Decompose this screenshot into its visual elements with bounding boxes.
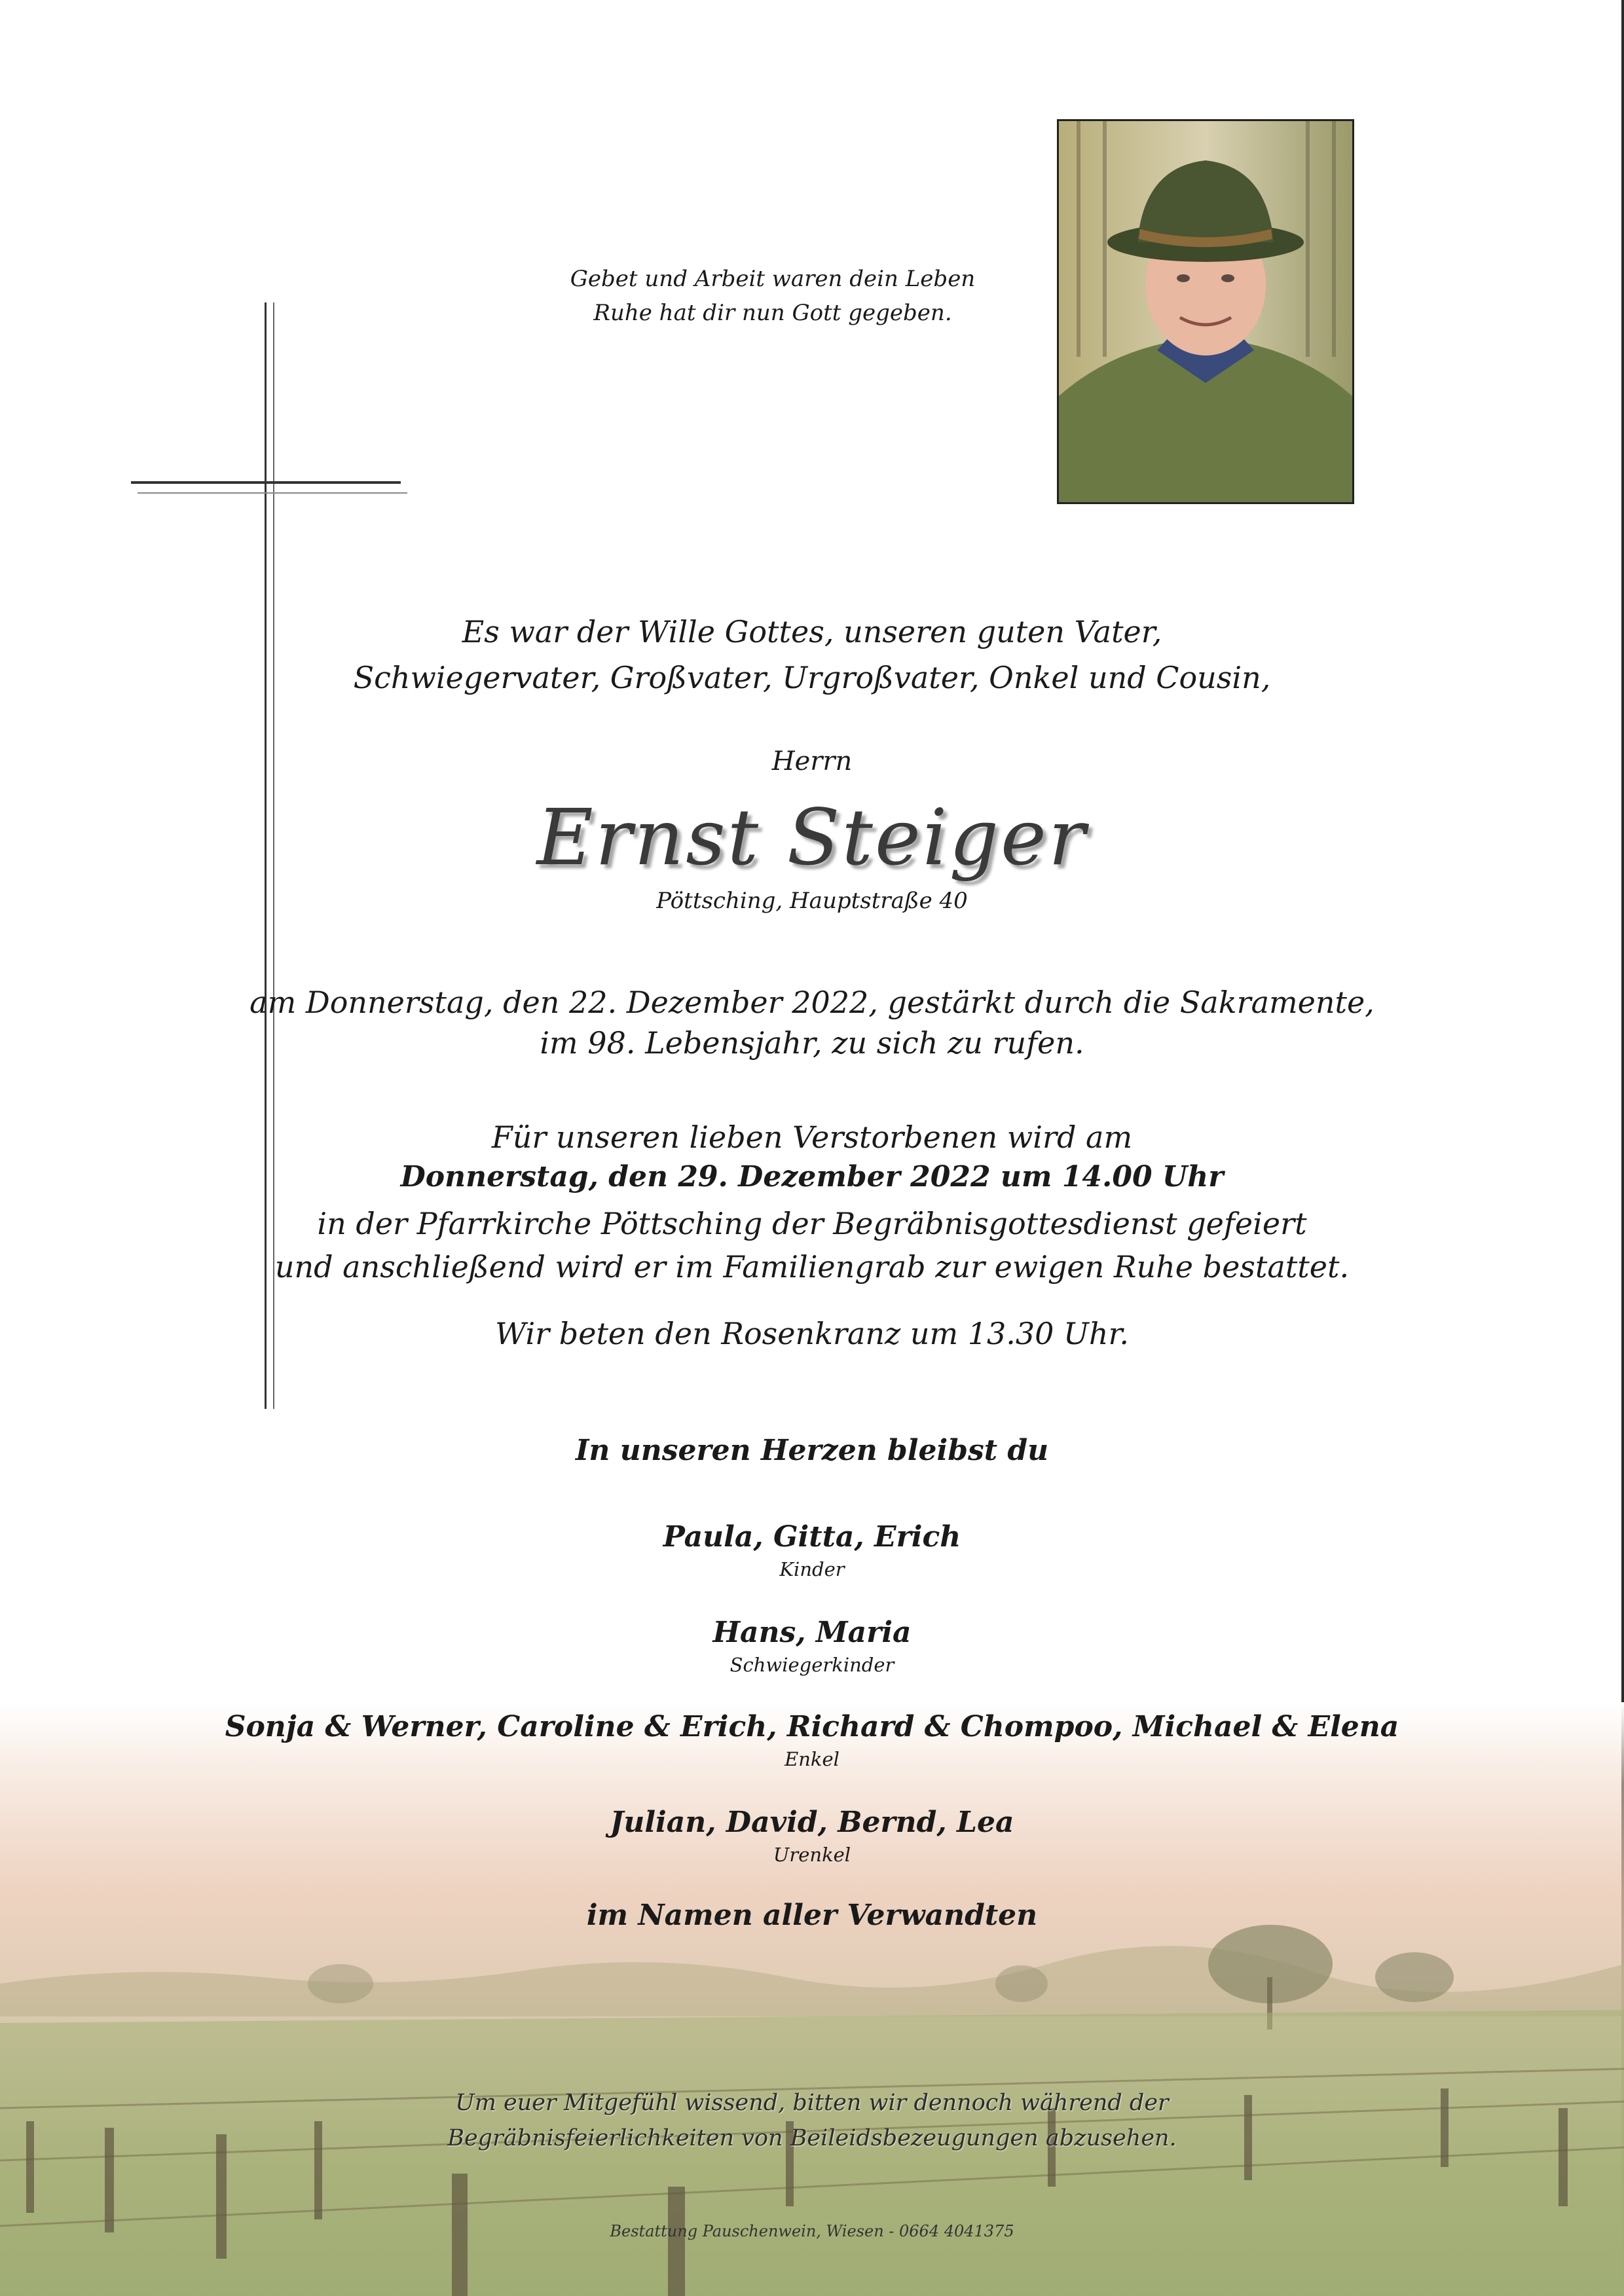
mourner-role: Urenkel [773,1844,851,1866]
funeral-home-footer: Bestattung Pauschenwein, Wiesen - 0664 4041375 [610,2222,1014,2240]
vineyard-background [0,1702,1624,2296]
motto-line: Gebet und Arbeit waren dein Leben [570,266,976,292]
mourner-names: Hans, Maria [712,1616,912,1649]
cross-horizontal-shadow [138,492,407,494]
death-line: im 98. Lebensjahr, zu sich zu rufen. [540,1025,1084,1061]
deceased-address: Pöttsching, Hauptstraße 40 [656,888,968,914]
funeral-line: in der Pfarrkirche Pöttsching der Begräbnisgottesdienst gefeiert [317,1206,1307,1241]
motto [445,262,1100,330]
funeral-intro: Für unseren lieben Verstorbenen wird am [491,1120,1133,1155]
intro-line: Schwiegervater, Großvater, Urgroßvater, Onkel und Cousin, [353,660,1271,695]
mourner-role: Kinder [779,1558,845,1580]
portrait-photo [1057,119,1354,504]
funeral-date: Donnerstag, den 29. Dezember 2022 um 14.00 Uhr [400,1160,1224,1194]
closing-line: im Namen aller Verwandten [586,1899,1038,1932]
mourner-role: Enkel [784,1748,840,1770]
mourner-role: Schwiegerkinder [729,1654,895,1676]
intro-line: Es war der Wille Gottes, unseren guten Vater, [462,614,1162,649]
hearts-heading: In unseren Herzen bleibst du [575,1434,1049,1467]
funeral-details [0,1202,1624,1288]
funeral-line: und anschließend wird er im Familiengrab zur ewigen Ruhe bestattet. [274,1249,1350,1285]
notice-line: Um euer Mitgefühl wissend, bitten wir dennoch während der [455,2090,1169,2116]
death-announcement [0,982,1624,1063]
salutation: Herrn [771,746,853,776]
death-line: am Donnerstag, den 22. Dezember 2022, gestärkt durch die Sakramente, [249,985,1375,1020]
mourner-names: Julian, David, Bernd, Lea [610,1806,1014,1839]
mourner-names: Sonja & Werner, Caroline & Erich, Richard & Chompoo, Michael & Elena [225,1710,1399,1743]
motto-line: Ruhe hat dir nun Gott gegeben. [593,300,952,326]
cross-horizontal-bar [131,481,401,484]
rosary-time: Wir beten den Rosenkranz um 13.30 Uhr. [494,1316,1130,1351]
notice-line: Begräbnisfeierlichkeiten von Beileidsbezeugungen abzusehen. [447,2125,1177,2151]
mourner-names: Paula, Gitta, Erich [663,1520,961,1554]
deceased-name: Ernst Steiger [536,792,1088,883]
intro-text [0,609,1624,701]
condolence-notice [0,2085,1624,2156]
